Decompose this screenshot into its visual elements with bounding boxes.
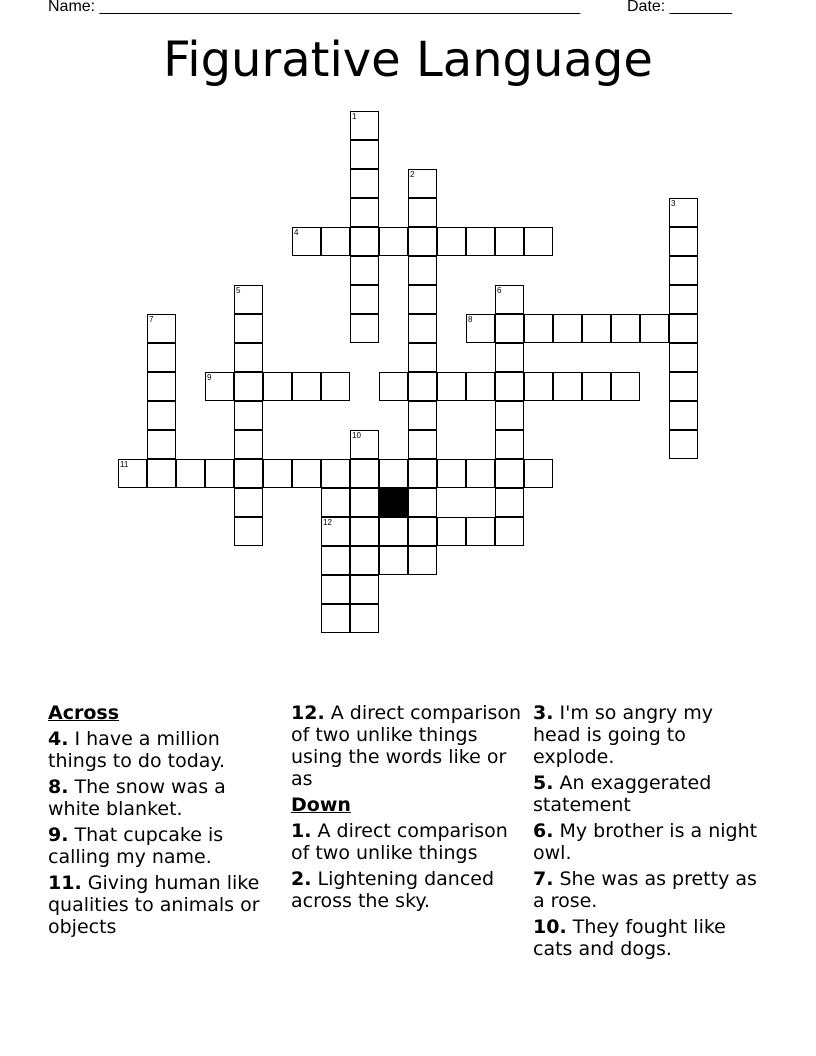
clue-text: They fought like cats and dogs. — [533, 916, 726, 960]
down-clue-7 — [533, 868, 765, 912]
grid-cell[interactable] — [495, 430, 524, 459]
grid-cell[interactable] — [669, 372, 698, 401]
across-clue-4 — [48, 728, 280, 772]
grid-cell[interactable] — [669, 401, 698, 430]
grid-cell[interactable] — [495, 372, 524, 401]
clue-number-label: 2 — [410, 170, 415, 179]
grid-cell[interactable] — [234, 459, 263, 488]
grid-cell[interactable] — [292, 459, 321, 488]
grid-cell[interactable] — [524, 459, 553, 488]
grid-cell[interactable] — [234, 488, 263, 517]
grid-cell[interactable] — [350, 285, 379, 314]
grid-cell[interactable] — [408, 314, 437, 343]
grid-cell[interactable] — [321, 488, 350, 517]
grid-cell[interactable] — [495, 285, 524, 314]
grid-cell[interactable] — [640, 314, 669, 343]
clue-number-label: 4 — [294, 228, 299, 237]
grid-cell[interactable] — [292, 372, 321, 401]
grid-cell[interactable] — [495, 517, 524, 546]
clue-column-2 — [291, 702, 523, 916]
clue-number: 9. — [48, 824, 69, 846]
clue-text: A direct comparison of two unlike things — [291, 820, 508, 864]
grid-cell[interactable] — [669, 343, 698, 372]
down-clue-6 — [533, 820, 765, 864]
grid-cell[interactable] — [234, 314, 263, 343]
grid-cell[interactable] — [582, 314, 611, 343]
grid-cell[interactable] — [611, 372, 640, 401]
grid-cell[interactable] — [205, 372, 234, 401]
grid-cell[interactable] — [495, 227, 524, 256]
black-cell — [379, 488, 408, 517]
grid-cell[interactable] — [495, 314, 524, 343]
clue-number-label: 6 — [497, 286, 502, 295]
clue-text: A direct comparison of two unlike things using the words like or as — [291, 702, 522, 790]
clue-text: Giving human like qualities to animals or objects — [48, 872, 260, 938]
grid-cell[interactable] — [437, 227, 466, 256]
clue-number: 6. — [533, 820, 554, 842]
grid-cell[interactable] — [524, 372, 553, 401]
grid-cell[interactable] — [437, 459, 466, 488]
grid-cell[interactable] — [118, 459, 147, 488]
grid-cell[interactable] — [466, 459, 495, 488]
clue-number: 1. — [291, 820, 312, 842]
grid-cell[interactable] — [669, 285, 698, 314]
down-clue-10 — [533, 916, 765, 960]
grid-cell[interactable] — [234, 285, 263, 314]
grid-cell[interactable] — [234, 517, 263, 546]
grid-cell[interactable] — [176, 459, 205, 488]
clue-number: 12. — [291, 702, 325, 724]
grid-cell[interactable] — [234, 343, 263, 372]
grid-cell[interactable] — [408, 169, 437, 198]
grid-cell[interactable] — [350, 111, 379, 140]
grid-cell[interactable] — [669, 256, 698, 285]
clue-number-label: 3 — [671, 199, 676, 208]
grid-cell[interactable] — [611, 314, 640, 343]
grid-cell[interactable] — [350, 459, 379, 488]
grid-cell[interactable] — [669, 198, 698, 227]
clue-number-label: 9 — [207, 373, 212, 382]
clue-number: 3. — [533, 702, 554, 724]
grid-cell[interactable] — [205, 459, 234, 488]
clue-number-label: 5 — [236, 286, 241, 295]
grid-cell[interactable] — [669, 430, 698, 459]
page-title: Figurative Language — [163, 32, 653, 88]
clue-number-label: 1 — [352, 112, 357, 121]
across-clue-8 — [48, 776, 280, 820]
grid-cell[interactable] — [350, 546, 379, 575]
grid-cell[interactable] — [321, 459, 350, 488]
grid-cell[interactable] — [466, 314, 495, 343]
grid-cell[interactable] — [379, 227, 408, 256]
grid-cell[interactable] — [408, 343, 437, 372]
grid-cell[interactable] — [669, 314, 698, 343]
grid-cell[interactable] — [379, 372, 408, 401]
clue-number-label: 7 — [149, 315, 154, 324]
grid-cell[interactable] — [379, 517, 408, 546]
clue-text: I'm so angry my head is going to explode. — [533, 702, 714, 768]
grid-cell[interactable] — [495, 459, 524, 488]
grid-cell[interactable] — [437, 517, 466, 546]
grid-cell[interactable] — [263, 459, 292, 488]
grid-cell[interactable] — [408, 198, 437, 227]
clue-number-label: 12 — [323, 518, 332, 527]
clue-number: 11. — [48, 872, 82, 894]
clue-number: 2. — [291, 868, 312, 890]
grid-cell[interactable] — [234, 401, 263, 430]
grid-cell[interactable] — [350, 256, 379, 285]
grid-cell[interactable] — [466, 372, 495, 401]
clue-column-3 — [533, 702, 765, 964]
clue-text: An exaggerated statement — [533, 772, 712, 816]
down-heading: Down — [291, 794, 351, 816]
clue-number: 10. — [533, 916, 567, 938]
grid-cell[interactable] — [408, 430, 437, 459]
grid-cell[interactable] — [350, 430, 379, 459]
grid-cell[interactable] — [408, 256, 437, 285]
grid-cell[interactable] — [669, 227, 698, 256]
clue-text: My brother is a night owl. — [533, 820, 758, 864]
grid-cell[interactable] — [466, 227, 495, 256]
grid-cell[interactable] — [350, 575, 379, 604]
grid-cell[interactable] — [350, 140, 379, 169]
clue-number: 5. — [533, 772, 554, 794]
grid-cell[interactable] — [379, 546, 408, 575]
grid-cell[interactable] — [350, 517, 379, 546]
grid-cell[interactable] — [408, 285, 437, 314]
grid-cell[interactable] — [350, 604, 379, 633]
grid-cell[interactable] — [524, 314, 553, 343]
clue-number-label: 10 — [352, 431, 361, 440]
across-clue-9 — [48, 824, 280, 868]
grid-cell[interactable] — [495, 401, 524, 430]
clue-text: That cupcake is calling my name. — [48, 824, 224, 868]
grid-cell[interactable] — [582, 372, 611, 401]
grid-cell[interactable] — [408, 517, 437, 546]
clue-text: The snow was a white blanket. — [48, 776, 226, 820]
grid-cell[interactable] — [292, 227, 321, 256]
grid-cell[interactable] — [147, 430, 176, 459]
grid-cell[interactable] — [263, 372, 292, 401]
grid-cell[interactable] — [350, 314, 379, 343]
across-heading: Across — [48, 702, 120, 724]
grid-cell[interactable] — [147, 401, 176, 430]
grid-cell[interactable] — [350, 198, 379, 227]
down-clue-3 — [533, 702, 765, 768]
clue-number: 7. — [533, 868, 554, 890]
down-clue-2 — [291, 868, 523, 912]
grid-cell[interactable] — [234, 372, 263, 401]
clue-text: Lightening danced across the sky. — [291, 868, 495, 912]
clue-text: She was as pretty as a rose. — [533, 868, 757, 912]
clue-number: 4. — [48, 728, 69, 750]
clue-number-label: 8 — [468, 315, 473, 324]
grid-cell[interactable] — [350, 488, 379, 517]
grid-cell[interactable] — [379, 459, 408, 488]
across-clue-12 — [291, 702, 523, 790]
grid-cell[interactable] — [234, 430, 263, 459]
grid-cell[interactable] — [408, 227, 437, 256]
grid-cell[interactable] — [350, 227, 379, 256]
grid-cell[interactable] — [495, 488, 524, 517]
down-clue-1 — [291, 820, 523, 864]
grid-cell[interactable] — [321, 546, 350, 575]
grid-cell[interactable] — [321, 372, 350, 401]
grid-cell[interactable] — [553, 314, 582, 343]
grid-cell[interactable] — [408, 401, 437, 430]
grid-cell[interactable] — [408, 546, 437, 575]
grid-cell[interactable] — [408, 488, 437, 517]
grid-cell[interactable] — [553, 372, 582, 401]
grid-cell[interactable] — [321, 575, 350, 604]
grid-cell[interactable] — [350, 169, 379, 198]
clue-number-label: 11 — [120, 460, 129, 469]
grid-cell[interactable] — [466, 517, 495, 546]
grid-cell[interactable] — [408, 372, 437, 401]
clue-number: 8. — [48, 776, 69, 798]
grid-cell[interactable] — [321, 517, 350, 546]
grid-cell[interactable] — [147, 343, 176, 372]
grid-cell[interactable] — [147, 314, 176, 343]
name-line: Name: ______________________________________________________ — [48, 0, 581, 15]
across-clue-11 — [48, 872, 280, 938]
grid-cell[interactable] — [321, 604, 350, 633]
grid-cell[interactable] — [147, 372, 176, 401]
grid-cell[interactable] — [321, 227, 350, 256]
date-line: Date: _______ — [627, 0, 732, 15]
down-clue-5 — [533, 772, 765, 816]
grid-cell[interactable] — [437, 372, 466, 401]
clue-column-1 — [48, 702, 280, 942]
grid-cell[interactable] — [147, 459, 176, 488]
grid-cell[interactable] — [524, 227, 553, 256]
grid-cell[interactable] — [495, 343, 524, 372]
clue-text: I have a million things to do today. — [48, 728, 226, 772]
grid-cell[interactable] — [408, 459, 437, 488]
